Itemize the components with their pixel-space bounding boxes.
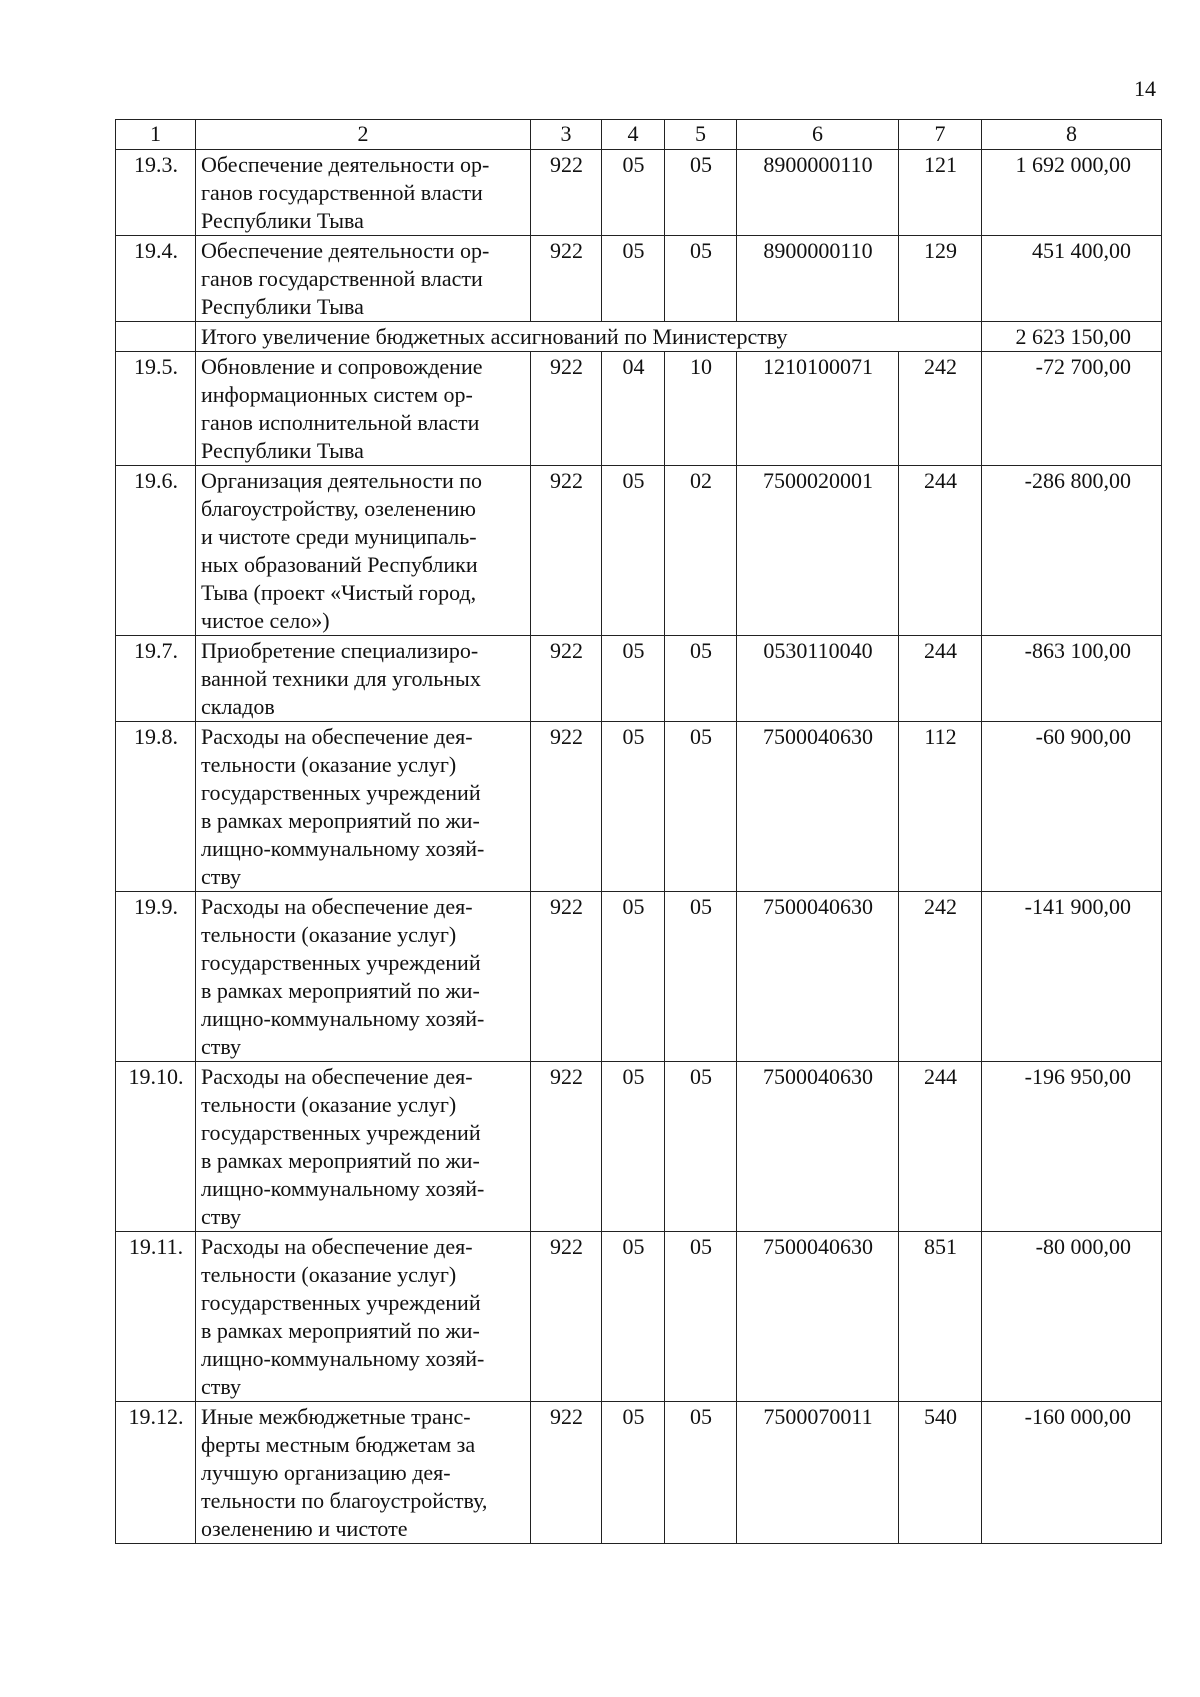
description-line: в рамках мероприятий по жи- — [201, 1318, 480, 1343]
page-number: 14 — [1134, 76, 1156, 101]
description-line: Расходы на обеспечение дея- — [201, 1064, 473, 1089]
cell-section: 05 — [602, 466, 665, 636]
total-empty-cell — [116, 322, 196, 352]
cell-target-code: 7500040630 — [737, 722, 899, 892]
description-line: ганов исполнительной власти — [201, 410, 480, 435]
cell-amount: -80 000,00 — [982, 1232, 1162, 1402]
cell-expense-type: 540 — [899, 1402, 982, 1544]
description-line: в рамках мероприятий по жи- — [201, 978, 480, 1003]
table-row — [116, 892, 1162, 1062]
cell-expense-type: 112 — [899, 722, 982, 892]
description-line: информационных систем ор- — [201, 382, 473, 407]
description-line: благоустройству, озеленению — [201, 496, 476, 521]
description-line: Обеспечение деятельности ор- — [201, 152, 490, 177]
description-line: тельности по благоустройству, — [201, 1488, 488, 1513]
cell-ministry-code: 922 — [531, 636, 602, 722]
cell-section: 05 — [602, 1402, 665, 1544]
header-cell: 1 — [116, 120, 196, 150]
description-line: ганов государственной власти — [201, 266, 483, 291]
header-cell: 6 — [737, 120, 899, 150]
description-line: Организация деятельности по — [201, 468, 483, 493]
header-cell: 2 — [196, 120, 531, 150]
row-description — [196, 636, 531, 722]
cell-subsection: 05 — [665, 150, 737, 236]
row-number: 19.4. — [116, 236, 196, 322]
cell-ministry-code: 922 — [531, 722, 602, 892]
header-cell: 4 — [602, 120, 665, 150]
cell-section: 04 — [602, 352, 665, 466]
description-line: озеленению и чистоте — [201, 1516, 408, 1541]
cell-ministry-code: 922 — [531, 1062, 602, 1232]
description-line: тельности (оказание услуг) — [201, 1092, 457, 1117]
cell-expense-type: 129 — [899, 236, 982, 322]
cell-subsection: 05 — [665, 722, 737, 892]
total-row — [116, 322, 1162, 352]
table-row — [116, 1062, 1162, 1232]
cell-subsection: 05 — [665, 1062, 737, 1232]
table-row — [116, 466, 1162, 636]
cell-section: 05 — [602, 150, 665, 236]
row-description — [196, 722, 531, 892]
description-line: ству — [201, 1204, 242, 1229]
cell-section: 05 — [602, 236, 665, 322]
row-description — [196, 352, 531, 466]
cell-expense-type: 121 — [899, 150, 982, 236]
description-line: лучшую организацию дея- — [201, 1460, 451, 1485]
cell-subsection: 05 — [665, 892, 737, 1062]
description-line: Республики Тыва — [201, 294, 364, 319]
cell-target-code: 7500040630 — [737, 1062, 899, 1232]
header-cell: 7 — [899, 120, 982, 150]
cell-expense-type: 851 — [899, 1232, 982, 1402]
row-number: 19.7. — [116, 636, 196, 722]
cell-expense-type: 244 — [899, 636, 982, 722]
row-number: 19.6. — [116, 466, 196, 636]
table-row — [116, 352, 1162, 466]
cell-target-code: 1210100071 — [737, 352, 899, 466]
total-label: Итого увеличение бюджетных ассигнований по Министерству — [196, 322, 982, 352]
cell-amount: -60 900,00 — [982, 722, 1162, 892]
row-description — [196, 1402, 531, 1544]
cell-amount: 1 692 000,00 — [982, 150, 1162, 236]
cell-amount: -160 000,00 — [982, 1402, 1162, 1544]
table-row — [116, 1232, 1162, 1402]
description-line: складов — [201, 694, 275, 719]
cell-ministry-code: 922 — [531, 352, 602, 466]
description-line: ству — [201, 1034, 242, 1059]
cell-amount: -286 800,00 — [982, 466, 1162, 636]
cell-target-code: 8900000110 — [737, 236, 899, 322]
description-line: Тыва (проект «Чистый город, — [201, 580, 477, 605]
cell-subsection: 02 — [665, 466, 737, 636]
row-number: 19.8. — [116, 722, 196, 892]
description-line: ных образований Республики — [201, 552, 478, 577]
description-line: Расходы на обеспечение дея- — [201, 894, 473, 919]
cell-section: 05 — [602, 636, 665, 722]
header-row — [116, 120, 1162, 150]
cell-subsection: 05 — [665, 1232, 737, 1402]
description-line: ванной техники для угольных — [201, 666, 481, 691]
cell-subsection: 05 — [665, 1402, 737, 1544]
cell-amount: -196 950,00 — [982, 1062, 1162, 1232]
cell-expense-type: 244 — [899, 1062, 982, 1232]
description-line: государственных учреждений — [201, 1290, 481, 1315]
total-amount: 2 623 150,00 — [982, 322, 1162, 352]
description-line: лищно-коммунальному хозяй- — [201, 1006, 485, 1031]
row-number: 19.12. — [116, 1402, 196, 1544]
table-row — [116, 722, 1162, 892]
cell-ministry-code: 922 — [531, 1232, 602, 1402]
cell-ministry-code: 922 — [531, 1402, 602, 1544]
row-description — [196, 892, 531, 1062]
cell-target-code: 0530110040 — [737, 636, 899, 722]
description-line: тельности (оказание услуг) — [201, 752, 457, 777]
row-number: 19.10. — [116, 1062, 196, 1232]
cell-amount: -863 100,00 — [982, 636, 1162, 722]
description-line: Обеспечение деятельности ор- — [201, 238, 490, 263]
row-number: 19.11. — [116, 1232, 196, 1402]
cell-section: 05 — [602, 722, 665, 892]
row-number: 19.9. — [116, 892, 196, 1062]
cell-target-code: 7500040630 — [737, 892, 899, 1062]
description-line: государственных учреждений — [201, 1120, 481, 1145]
row-description — [196, 236, 531, 322]
row-description — [196, 1062, 531, 1232]
description-line: Расходы на обеспечение дея- — [201, 724, 473, 749]
table-row — [116, 636, 1162, 722]
description-line: Расходы на обеспечение дея- — [201, 1234, 473, 1259]
cell-target-code: 8900000110 — [737, 150, 899, 236]
description-line: в рамках мероприятий по жи- — [201, 1148, 480, 1173]
description-line: ству — [201, 864, 242, 889]
row-description — [196, 150, 531, 236]
cell-ministry-code: 922 — [531, 892, 602, 1062]
cell-section: 05 — [602, 1232, 665, 1402]
cell-expense-type: 242 — [899, 352, 982, 466]
description-line: Иные межбюджетные транс- — [201, 1404, 471, 1429]
cell-amount: -141 900,00 — [982, 892, 1162, 1062]
row-description — [196, 466, 531, 636]
description-line: Приобретение специализиро- — [201, 638, 479, 663]
cell-expense-type: 244 — [899, 466, 982, 636]
cell-expense-type: 242 — [899, 892, 982, 1062]
cell-subsection: 05 — [665, 236, 737, 322]
description-line: Обновление и сопровождение — [201, 354, 483, 379]
description-line: лищно-коммунальному хозяй- — [201, 1346, 485, 1371]
row-number: 19.5. — [116, 352, 196, 466]
cell-ministry-code: 922 — [531, 150, 602, 236]
header-cell: 3 — [531, 120, 602, 150]
description-line: ферты местным бюджетам за — [201, 1432, 476, 1457]
header-cell: 8 — [982, 120, 1162, 150]
cell-section: 05 — [602, 1062, 665, 1232]
cell-target-code: 7500070011 — [737, 1402, 899, 1544]
description-line: в рамках мероприятий по жи- — [201, 808, 480, 833]
description-line: и чистоте среди муниципаль- — [201, 524, 477, 549]
description-line: лищно-коммунальному хозяй- — [201, 1176, 485, 1201]
description-line: тельности (оказание услуг) — [201, 922, 457, 947]
description-line: чистое село») — [201, 608, 330, 633]
description-line: Республики Тыва — [201, 438, 364, 463]
cell-target-code: 7500020001 — [737, 466, 899, 636]
row-number: 19.3. — [116, 150, 196, 236]
table-body — [116, 120, 1162, 1544]
description-line: Республики Тыва — [201, 208, 364, 233]
table-row — [116, 1402, 1162, 1544]
cell-subsection: 05 — [665, 636, 737, 722]
description-line: ганов государственной власти — [201, 180, 483, 205]
table-row — [116, 236, 1162, 322]
row-description — [196, 1232, 531, 1402]
table-row — [116, 150, 1162, 236]
header-cell: 5 — [665, 120, 737, 150]
cell-ministry-code: 922 — [531, 236, 602, 322]
description-line: ству — [201, 1374, 242, 1399]
cell-amount: 451 400,00 — [982, 236, 1162, 322]
budget-table — [115, 119, 1162, 1544]
cell-amount: -72 700,00 — [982, 352, 1162, 466]
description-line: лищно-коммунальному хозяй- — [201, 836, 485, 861]
cell-section: 05 — [602, 892, 665, 1062]
description-line: тельности (оказание услуг) — [201, 1262, 457, 1287]
cell-ministry-code: 922 — [531, 466, 602, 636]
cell-subsection: 10 — [665, 352, 737, 466]
description-line: государственных учреждений — [201, 950, 481, 975]
description-line: государственных учреждений — [201, 780, 481, 805]
cell-target-code: 7500040630 — [737, 1232, 899, 1402]
